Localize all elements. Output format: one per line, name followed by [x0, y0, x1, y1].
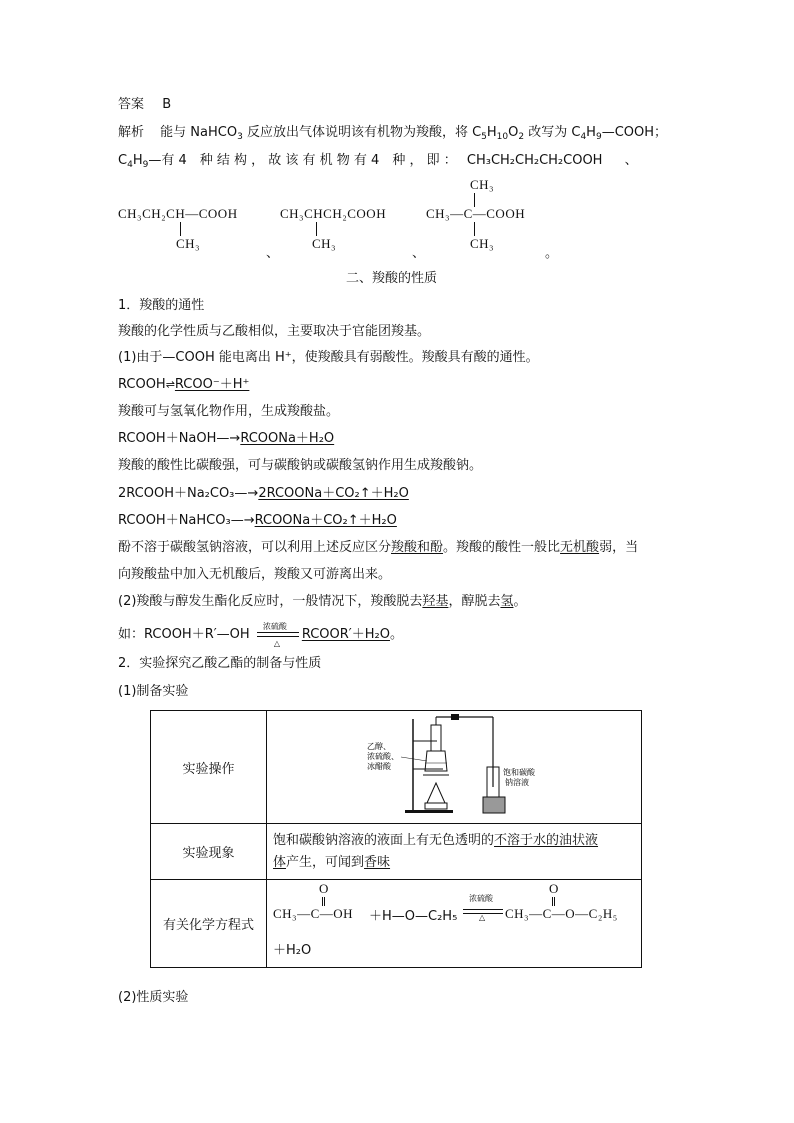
paragraph — [118, 540, 638, 556]
subscript: 9 — [142, 160, 149, 170]
equation-right: RCOONa＋H₂O — [240, 431, 335, 446]
heading-3: (1)制备实验 — [118, 684, 189, 699]
subscript: 3 — [237, 132, 243, 142]
reaction-arrow: —→ — [230, 513, 255, 528]
paragraph: 羧酸的化学性质与乙酸相似，主要取决于官能团羧基。 — [118, 324, 431, 339]
equation-esterification — [118, 621, 403, 648]
heading-1: 1．羧酸的通性 — [118, 298, 205, 313]
arrow-line — [257, 632, 299, 633]
separator: 、 — [624, 153, 638, 168]
formula-pentanoic-acid: CH₃CH₂CH₂CH₂COOH — [466, 153, 603, 168]
condition-catalyst: 浓硫酸 — [469, 893, 493, 903]
equation-right: 2RCOONa＋CO₂↑＋H₂O — [258, 486, 409, 501]
analysis-text: —有 4 种 结 构 ， 故 该 有 机 物 有 4 种 ， 即 ： — [148, 153, 457, 168]
row-label-text: 有关化学方程式 — [162, 918, 254, 933]
section-title: 二、羧酸的性质 — [346, 271, 438, 286]
subscript: 2 — [518, 132, 525, 142]
phenomenon-cell — [267, 824, 642, 880]
subscript: 5 — [481, 132, 487, 142]
bond-line — [180, 222, 181, 236]
analysis-text: O — [508, 125, 519, 140]
equation-ionization — [118, 377, 249, 393]
paragraph: 向羧酸盐中加入无机酸后，羧酸又可游离出来。 — [118, 567, 392, 582]
equation-na2co3 — [118, 486, 409, 502]
reaction-arrow: —→ — [216, 431, 241, 446]
analysis-label: 解析 — [118, 125, 145, 140]
analysis-text: 改写为 C — [524, 125, 581, 140]
row-label — [151, 880, 267, 968]
carbonyl-oxygen: O — [319, 880, 329, 896]
analysis-text: H — [132, 153, 143, 168]
apparatus-cell — [267, 711, 642, 824]
separator: 、 — [412, 245, 426, 260]
equation-container — [267, 881, 641, 967]
equation-left: 2RCOOH＋Na₂CO₃ — [118, 486, 235, 501]
structure-1-main: CH₃CH₂CH—COOH — [118, 206, 238, 221]
equation-left: 如：RCOOH＋R′—OH — [118, 627, 250, 642]
equation-right: RCOO⁻＋H⁺ — [174, 377, 250, 392]
text: 弱，当 — [599, 540, 639, 555]
double-bond — [552, 897, 555, 906]
paragraph — [118, 594, 526, 610]
separator: 、 — [266, 245, 280, 260]
bond-line — [316, 222, 317, 236]
answer-label: 答案 — [118, 97, 145, 112]
analysis-text: 能与 NaHCO — [160, 125, 238, 140]
text: 酚不溶于碳酸氢钠溶液，可以利用上述反应区分 — [118, 540, 392, 555]
bond-line — [474, 222, 475, 236]
row-label — [151, 711, 267, 824]
reaction-arrow: —→ — [234, 486, 259, 501]
underlined-answer: 氢 — [500, 594, 514, 609]
text: (2)羧酸与醇发生酯化反应时，一般情况下，羧酸脱去 — [118, 594, 423, 609]
figure-label-sulfuric-acid: 浓硫酸、 — [367, 752, 399, 761]
underlined-answer: 羧酸和酚 — [391, 540, 444, 555]
ethanol-formula: ＋H—O—C₂H₅ — [369, 908, 458, 924]
analysis-text: H — [586, 125, 596, 140]
double-bond — [322, 897, 325, 906]
condition-heat: △ — [273, 638, 280, 648]
structure-3-top: CH₃ — [470, 177, 495, 192]
structure-3-bottom: CH₃ — [470, 236, 495, 251]
analysis-text: H — [486, 125, 497, 140]
condition-catalyst: 浓硫酸 — [262, 621, 287, 631]
bond-line — [474, 193, 475, 207]
paragraph: 羧酸的酸性比碳酸强，可与碳酸钠或碳酸氢钠作用生成羧酸钠。 — [118, 458, 483, 473]
water-product: ＋H₂O — [273, 942, 312, 958]
structure-2-main: CH₃CHCH₂COOH — [280, 206, 387, 221]
subscript: 4 — [580, 132, 587, 142]
underlined-answer: 体 — [273, 854, 287, 870]
underlined-answer: 油状液 — [559, 832, 599, 848]
structure-1-branch: CH₃ — [176, 236, 201, 251]
text: 。 — [513, 594, 527, 609]
analysis-line-1 — [118, 125, 667, 141]
heading-4: (2)性质实验 — [118, 990, 189, 1005]
esterification-apparatus-figure — [267, 711, 641, 819]
equation-cell — [267, 880, 642, 968]
row-label-text: 实验操作 — [182, 761, 235, 777]
subscript: 10 — [496, 132, 509, 142]
equation-left: RCOOH — [118, 377, 166, 392]
analysis-line-2 — [118, 153, 638, 169]
text: 饱和碳酸钠溶液的液面上有无色透明的 — [273, 832, 495, 848]
row-label-text: 实验现象 — [182, 846, 235, 861]
row-label — [151, 824, 267, 880]
equation-left: RCOOH＋NaHCO₃ — [118, 513, 231, 528]
underlined-answer: 不溶于水的 — [494, 832, 560, 848]
figure-label-sodium-carbonate: 饱和碳酸 — [503, 768, 535, 777]
table-row — [151, 824, 642, 880]
structure-3-main: CH₃—C—COOH — [426, 206, 526, 221]
text: 。羧酸的酸性一般比 — [443, 540, 561, 555]
paragraph: 羧酸可与氢氧化物作用，生成羧酸盐。 — [118, 404, 340, 419]
subscript: 9 — [595, 132, 602, 142]
arrow-line — [463, 909, 503, 910]
analysis-text: C — [118, 153, 128, 168]
heading-2: 2．实验探究乙酸乙酯的制备与性质 — [118, 656, 322, 671]
table-row — [151, 711, 642, 824]
equation-nahco3 — [118, 513, 397, 529]
table-row — [151, 880, 642, 968]
acetic-acid-formula: CH₃—C—OH — [273, 905, 354, 921]
answer-value: B — [162, 97, 172, 112]
period: 。 — [545, 245, 559, 260]
equation-naoh — [118, 431, 334, 447]
reversible-arrow-with-conditions — [254, 621, 302, 648]
text: 产生，可闻到 — [286, 854, 365, 870]
analysis-text: —COOH； — [601, 125, 668, 140]
underlined-answer: 香味 — [364, 854, 391, 870]
text: ，醇脱去 — [448, 594, 501, 609]
equation-left: RCOOH＋NaOH — [118, 431, 217, 446]
analysis-text: 反应放出气体说明该有机物为羧酸，将 C — [242, 125, 482, 140]
experiment-table — [150, 710, 642, 968]
structure-2-branch: CH₃ — [312, 236, 337, 251]
figure-label-acetic-acid: 冰醋酸 — [367, 762, 391, 771]
underlined-answer: 无机酸 — [560, 540, 600, 555]
figure-label-solution: 钠溶液 — [505, 778, 529, 787]
reversible-arrow: ⇌ — [165, 378, 175, 391]
ethyl-acetate-formula: CH₃—C—O—C₂H₅ — [505, 905, 618, 921]
condition-heat: △ — [479, 912, 486, 922]
answer-line — [118, 97, 171, 113]
figure-label-ethanol: 乙醇、 — [367, 742, 391, 751]
carbonyl-oxygen: O — [549, 880, 559, 896]
subscript: 4 — [127, 160, 133, 170]
equation-right: RCOONa＋CO₂↑＋H₂O — [254, 513, 397, 528]
paragraph: (1)由于—COOH 能电离出 H⁺，使羧酸具有弱酸性。羧酸具有酸的通性。 — [118, 350, 539, 365]
reversible-arrow-with-conditions — [463, 893, 505, 922]
period: 。 — [389, 627, 403, 642]
underlined-answer: 羟基 — [422, 594, 449, 609]
equation-right: RCOOR′＋H₂O — [301, 627, 390, 642]
